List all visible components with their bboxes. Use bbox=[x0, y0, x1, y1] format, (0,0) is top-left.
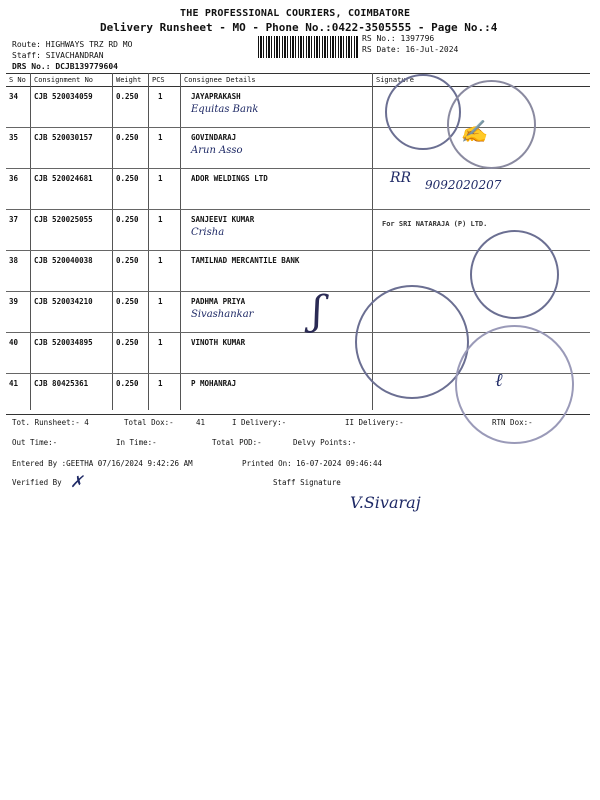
row-pcs: 1 bbox=[158, 256, 163, 265]
delvy-points: Delvy Points:- bbox=[293, 438, 357, 447]
staff-label: Staff: SIVACHANDRAN bbox=[12, 51, 104, 60]
row-sno: 41 bbox=[9, 379, 19, 388]
row-sno: 40 bbox=[9, 338, 19, 347]
row-consignee: PADHMA PRIYA bbox=[191, 297, 246, 306]
row-consignee: TAMILNAD MERCANTILE BANK bbox=[191, 256, 300, 265]
row-receiver-hand: Sivashankar bbox=[191, 309, 254, 320]
row-consignee: P MOHANRAJ bbox=[191, 379, 237, 388]
total-dox-label: Total Dox:- bbox=[124, 418, 174, 427]
row-pcs: 1 bbox=[158, 297, 163, 306]
row-consignee: VINOTH KUMAR bbox=[191, 338, 246, 347]
row-weight: 0.250 bbox=[116, 92, 139, 101]
row-consignment: CJB 520030157 bbox=[34, 133, 93, 142]
row-sno: 39 bbox=[9, 297, 19, 306]
drs-number: DRS No.: DCJB139779604 bbox=[12, 62, 118, 71]
barcode bbox=[258, 36, 358, 58]
row-weight: 0.250 bbox=[116, 297, 139, 306]
row-consignee: SANJEEVI KUMAR bbox=[191, 215, 255, 224]
row-consignment: CJB 520034895 bbox=[34, 338, 93, 347]
row-weight: 0.250 bbox=[116, 379, 139, 388]
total-pod: Total POD:- bbox=[212, 438, 262, 447]
row-pcs: 1 bbox=[158, 174, 163, 183]
row-weight: 0.250 bbox=[116, 215, 139, 224]
row-consignment: CJB 80425361 bbox=[34, 379, 89, 388]
out-time: Out Time:- bbox=[12, 438, 58, 447]
row-weight: 0.250 bbox=[116, 338, 139, 347]
staff-signature-hand: V.Sivaraj bbox=[350, 493, 421, 512]
row-pcs: 1 bbox=[158, 215, 163, 224]
col-pcs: PCS bbox=[152, 76, 165, 84]
row-pcs: 1 bbox=[158, 338, 163, 347]
insurance-stamp-icon bbox=[355, 285, 469, 399]
signature-scribble-icon: RR bbox=[390, 170, 412, 186]
row-sno: 36 bbox=[9, 174, 19, 183]
col-weight: Weight bbox=[116, 76, 142, 84]
row-consignee: JAYAPRAKASH bbox=[191, 92, 241, 101]
signature-scribble-icon: ✍ bbox=[460, 120, 488, 145]
rs-date: RS Date: 16-Jul-2024 bbox=[362, 45, 459, 54]
col-sno: S No bbox=[9, 76, 26, 84]
route-label: Route: HIGHWAYS TRZ RD MO bbox=[12, 40, 133, 49]
row-sno: 35 bbox=[9, 133, 19, 142]
row-weight: 0.250 bbox=[116, 174, 139, 183]
rs-number: RS No.: 1397796 bbox=[362, 34, 435, 43]
signature-scribble-icon: ʃ bbox=[312, 288, 323, 334]
row-consignment: CJB 520024681 bbox=[34, 174, 93, 183]
row-sno: 37 bbox=[9, 215, 19, 224]
row-consignment: CJB 520034059 bbox=[34, 92, 93, 101]
i-delivery: I Delivery:- bbox=[232, 418, 287, 427]
row-pcs: 1 bbox=[158, 379, 163, 388]
row-receiver-hand: Arun Asso bbox=[191, 145, 243, 156]
row-consignee: ADOR WELDINGS LTD bbox=[191, 174, 268, 183]
printed-on: Printed On: 16-07-2024 09:46:44 bbox=[242, 459, 382, 468]
table-row bbox=[6, 168, 590, 210]
row-consignment: CJB 520040038 bbox=[34, 256, 93, 265]
row-consignment: CJB 520034210 bbox=[34, 297, 93, 306]
tot-runsheet: Tot. Runsheet:- 4 bbox=[12, 418, 89, 427]
ii-delivery: II Delivery:- bbox=[345, 418, 404, 427]
in-time: In Time:- bbox=[116, 438, 157, 447]
row-consignment: CJB 520025055 bbox=[34, 215, 93, 224]
row-pcs: 1 bbox=[158, 92, 163, 101]
col-consignment: Consignment No bbox=[34, 76, 94, 84]
row-weight: 0.250 bbox=[116, 133, 139, 142]
verified-by: Verified By bbox=[12, 478, 62, 487]
row-pcs: 1 bbox=[158, 133, 163, 142]
verified-check-icon: ✗ bbox=[70, 472, 84, 491]
entered-by: Entered By :GEETHA 07/16/2024 9:42:26 AM bbox=[12, 459, 193, 468]
staff-signature-label: Staff Signature bbox=[273, 478, 341, 487]
row-sno: 38 bbox=[9, 256, 19, 265]
total-dox-value: 41 bbox=[196, 418, 206, 427]
row-sno: 34 bbox=[9, 92, 19, 101]
row-consignee: GOVINDARAJ bbox=[191, 133, 237, 142]
runsheet-title: Delivery Runsheet - MO - Phone No.:0422-3505555 - Page No.:4 bbox=[100, 21, 498, 34]
rtn-dox: RTN Dox:- bbox=[492, 418, 533, 427]
row-receiver-hand: Equitas Bank bbox=[191, 104, 259, 115]
company-stamp-text: For SRI NATARAJA (P) LTD. bbox=[382, 220, 488, 228]
col-consignee: Consignee Details bbox=[184, 76, 256, 84]
row-receiver-hand: Crisha bbox=[191, 227, 225, 238]
tmb-bank-stamp-icon bbox=[470, 230, 559, 319]
company-name: THE PROFESSIONAL COURIERS, COIMBATORE bbox=[180, 8, 411, 19]
col-signature: Signature bbox=[376, 76, 414, 84]
signature-scribble-icon: ℓ bbox=[495, 370, 503, 391]
row-weight: 0.250 bbox=[116, 256, 139, 265]
phone-note: 9092020207 bbox=[425, 178, 502, 192]
